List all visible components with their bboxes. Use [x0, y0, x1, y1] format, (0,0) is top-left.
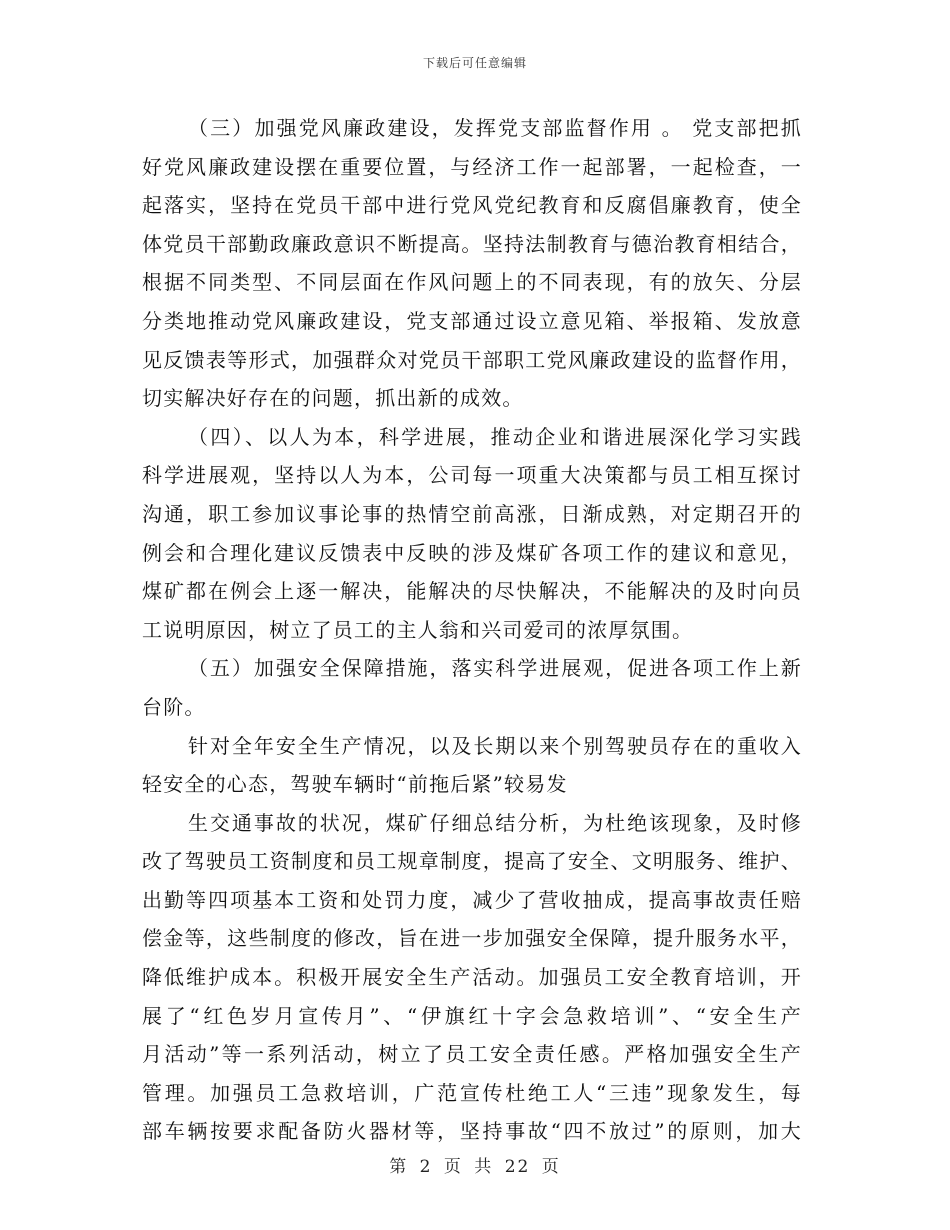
text-line: 沟通，职工参加议事论事的热情空前高涨，日渐成熟，对定期召开的 — [142, 501, 802, 526]
paragraph — [142, 727, 802, 804]
text-line: 偿金等，这些制度的修改，旨在进一步加强安全保障，提升服务水平， — [142, 926, 802, 951]
text-line: 好党风廉政建设摆在重要位置，与经济工作一起部署，一起检查，一 — [142, 154, 802, 179]
text-line: 煤矿都在例会上逐一解决，能解决的尽快解决，不能解决的及时向员 — [142, 579, 802, 604]
text-line: 起落实，坚持在党员干部中进行党风党纪教育和反腐倡廉教育，使全 — [142, 193, 802, 218]
text-line: 分类地推动党风廉政建设，党支部通过设立意见箱、举报箱、发放意 — [142, 308, 802, 333]
text-line: 体党员干部勤政廉政意识不断提高。坚持法制教育与德治教育相结合， — [142, 231, 802, 256]
text-line: 见反馈表等形式，加强群众对党员干部职工党风廉政建设的监督作用， — [142, 347, 802, 372]
text-line: 降低维护成本。积极开展安全生产活动。加强员工安全教育培训，开 — [142, 965, 802, 990]
paragraph — [142, 109, 802, 418]
text-line: 改了驾驶员工资制度和员工规章制度，提高了安全、文明服务、维护、 — [142, 849, 802, 874]
text-line: （三）加强党风廉政建设，发挥党支部监督作用 。 党支部把抓 — [188, 116, 802, 140]
text-line: 生交通事故的状况，煤矿仔细总结分析，为杜绝该现象，及时修 — [188, 810, 802, 835]
text-line: （五）加强安全保障措施，落实科学进展观，促进各项工作上新 — [188, 656, 802, 681]
paragraph — [142, 649, 802, 726]
paragraph — [142, 418, 802, 650]
text-line: 科学进展观，坚持以人为本，公司每一项重大决策都与员工相互探讨 — [142, 463, 802, 488]
text-line: 轻安全的心态，驾驶车辆时“前拖后紧”较易发 — [142, 772, 568, 797]
paragraph — [142, 804, 802, 1151]
text-line: 台阶。 — [142, 694, 206, 719]
text-line: 管理。加强员工急救培训，广范宣传杜绝工人“三违”现象发生，每 — [142, 1080, 802, 1105]
text-line: 工说明原因，树立了员工的主人翁和兴司爱司的浓厚氛围。 — [142, 617, 694, 642]
page-header: 下载后可任意编辑 — [422, 56, 527, 70]
text-line: 月活动”等一系列活动，树立了员工安全责任感。严格加强安全生产 — [142, 1042, 802, 1067]
text-line: （四）、以人为本，科学进展，推动企业和谐进展深化学习实践 — [188, 424, 802, 449]
text-line: 切实解决好存在的问题，抓出新的成效。 — [142, 386, 524, 411]
text-line: 出勤等四项基本工资和处罚力度，减少了营收抽成，提高事故责任赔 — [142, 887, 802, 912]
text-line: 例会和合理化建议反馈表中反映的涉及煤矿各项工作的建议和意见， — [142, 540, 802, 565]
text-line: 展了“红色岁月宣传月”、“伊旗红十字会急救培训”、“安全生产 — [142, 1003, 802, 1028]
text-line: 针对全年安全生产情况，以及长期以来个别驾驶员存在的重收入 — [188, 733, 802, 758]
document-body — [142, 109, 802, 1151]
page-number: 第 2 页 共 22 页 — [389, 1157, 561, 1177]
text-line: 根据不同类型、不同层面在作风问题上的不同表现，有的放矢、分层 — [142, 270, 802, 295]
text-line: 部车辆按要求配备防火器材等，坚持事故“四不放过”的原则，加大 — [142, 1119, 802, 1144]
